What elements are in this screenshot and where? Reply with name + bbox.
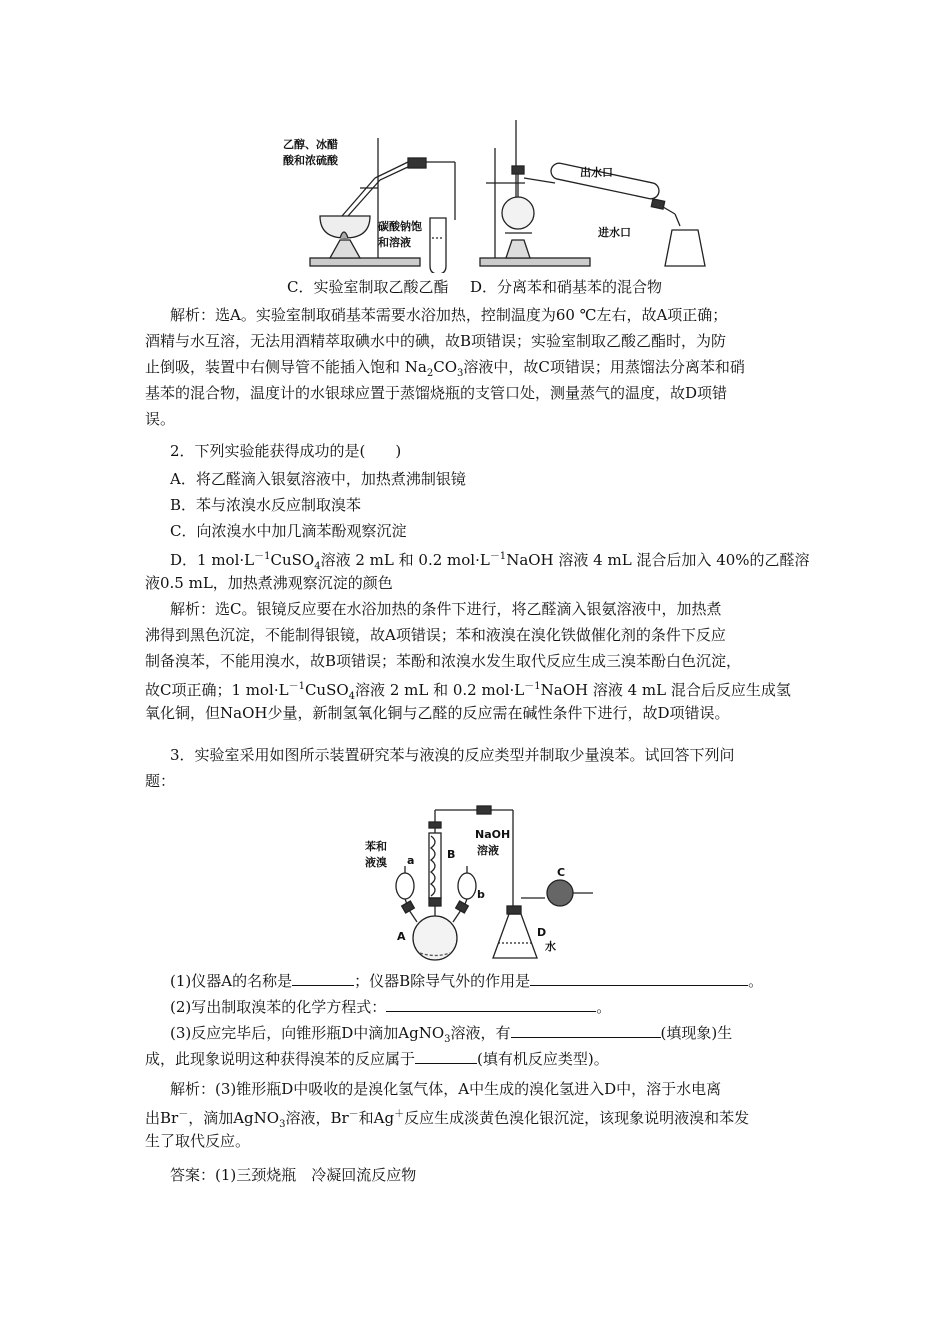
caption-c: C．实验室制取乙酸乙酯 bbox=[287, 278, 449, 296]
q3-analysis-line1: 解析：(3)锥形瓶D中吸收的是溴化氢气体，A中生成的溴化氢进入D中，溶于水电离 bbox=[170, 1080, 722, 1098]
q3-sub2: (2)写出制取溴苯的化学方程式： 。 bbox=[170, 998, 612, 1016]
q2-option-a: A．将乙醛滴入银氨溶液中，加热煮沸制银镜 bbox=[170, 470, 466, 488]
q2-option-d-line1: D．1 $mol\cdot L^{-1}CuSO_4$溶液 2 mL 和 0.2 $mol\cdot L^{-1}NaOH$ 溶液 4 mL 混合后加入 40%的乙醛溶 bbox=[170, 551, 810, 572]
label-c-reagents-2: 酸和浓硫酸 bbox=[283, 154, 338, 167]
label-c-reagents-1: 乙醇、冰醋 bbox=[283, 138, 338, 151]
q2-stem: 2．下列实验能获得成功的是( ) bbox=[170, 442, 402, 460]
q3-analysis-line3: 生了取代反应。 bbox=[145, 1132, 251, 1150]
q2-option-d-line2: 液0.5 mL，加热煮沸观察沉淀的颜色 bbox=[145, 574, 393, 592]
blank-3[interactable] bbox=[386, 997, 596, 1012]
label-d-outlet: 出水口 bbox=[580, 166, 613, 179]
label-c-solution-1: 碳酸钠饱 bbox=[378, 220, 422, 233]
label-c-solution-2: 和溶液 bbox=[378, 236, 411, 249]
q1-analysis-line5: 误。 bbox=[145, 410, 176, 428]
q2-analysis-line2: 沸得到黑色沉淀，不能制得银镜，故A项错误；苯和液溴在溴化铁做催化剂的条件下反应 bbox=[145, 626, 726, 644]
q3-sub1: (1)仪器A的名称是 ；仪器B除导气外的作用是 。 bbox=[170, 972, 764, 990]
q3-analysis-line2: 出Br－，滴加AgNO$_3$溶液，Br－和Ag＋反应生成淡黄色溴化银沉淀，该现象说明液溴和苯发 bbox=[145, 1109, 750, 1130]
label-water: 水 bbox=[545, 940, 556, 953]
q2-analysis-line5: 氧化铜，但NaOH少量，新制氢氧化铜与乙醛的反应需在碱性条件下进行，故D项错误。 bbox=[145, 704, 730, 722]
label-D: D bbox=[537, 926, 547, 939]
q3-sub3-line1: (3)反应完毕后，向锥形瓶D中滴加AgNO$_3$溶液，有 (填现象)生 bbox=[170, 1024, 733, 1045]
blank-2[interactable] bbox=[530, 971, 748, 986]
label-a: a bbox=[407, 854, 415, 867]
label-d-inlet: 进水口 bbox=[598, 226, 631, 239]
q1-analysis-line3: 止倒吸，装置中右侧导管不能插入饱和 $Na_2CO_3$溶液中，故C项错误；用蒸馏法分离苯和硝 bbox=[145, 358, 745, 379]
label-benzene-2: 液溴 bbox=[365, 856, 387, 869]
label-naoh-1: NaOH bbox=[475, 828, 511, 841]
label-C: C bbox=[557, 866, 566, 879]
blank-5[interactable] bbox=[415, 1049, 477, 1064]
q2-analysis-line3: 制备溴苯，不能用溴水，故B项错误；苯酚和浓溴水发生取代反应生成三溴苯酚白色沉淀， bbox=[145, 652, 742, 670]
label-benzene-1: 苯和 bbox=[365, 840, 387, 853]
figure-bromobenzene-apparatus bbox=[365, 798, 615, 963]
q3-sub3-line2: 成，此现象说明这种获得溴苯的反应属于 (填有机反应类型)。 bbox=[145, 1050, 609, 1068]
q2-analysis-line1: 解析：选C。银镜反应要在水浴加热的条件下进行，将乙醛滴入银氨溶液中，加热煮 bbox=[170, 600, 722, 618]
blank-1[interactable] bbox=[292, 971, 354, 986]
q1-analysis-line2: 酒精与水互溶，无法用酒精萃取碘水中的碘，故B项错误；实验室制取乙酸乙酯时，为防 bbox=[145, 332, 727, 350]
figure-top-apparatus bbox=[280, 118, 730, 273]
caption-d: D．分离苯和硝基苯的混合物 bbox=[470, 278, 663, 296]
blank-4[interactable] bbox=[511, 1023, 661, 1038]
q3-stem-line2: 题： bbox=[145, 772, 176, 790]
q1-analysis-line4: 基苯的混合物，温度计的水银球应置于蒸馏烧瓶的支管口处，测量蒸气的温度，故D项错 bbox=[145, 384, 728, 402]
q1-analysis-line1: 解析：选A。实验室制取硝基苯需要水浴加热，控制温度为60 ℃左右，故A项正确； bbox=[170, 306, 728, 324]
q2-option-b: B．苯与浓溴水反应制取溴苯 bbox=[170, 496, 362, 514]
apparatus-d bbox=[480, 120, 705, 266]
q3-stem-line1: 3．实验室采用如图所示装置研究苯与液溴的反应类型并制取少量溴苯。试回答下列问 bbox=[170, 746, 735, 764]
q2-analysis-line4: 故C项正确；1 $mol\cdot L^{-1}CuSO_4$溶液 2 mL 和 0.2 $mol\cdot L^{-1}NaOH$ 溶液 4 mL 混合后反应生成氢 bbox=[145, 681, 791, 702]
label-naoh-2: 溶液 bbox=[477, 844, 499, 857]
q2-option-c: C．向浓溴水中加几滴苯酚观察沉淀 bbox=[170, 522, 407, 540]
q3-answer: 答案：(1)三颈烧瓶 冷凝回流反应物 bbox=[170, 1166, 417, 1184]
label-b: b bbox=[477, 888, 485, 901]
label-B: B bbox=[447, 848, 456, 861]
label-A: A bbox=[397, 930, 406, 943]
